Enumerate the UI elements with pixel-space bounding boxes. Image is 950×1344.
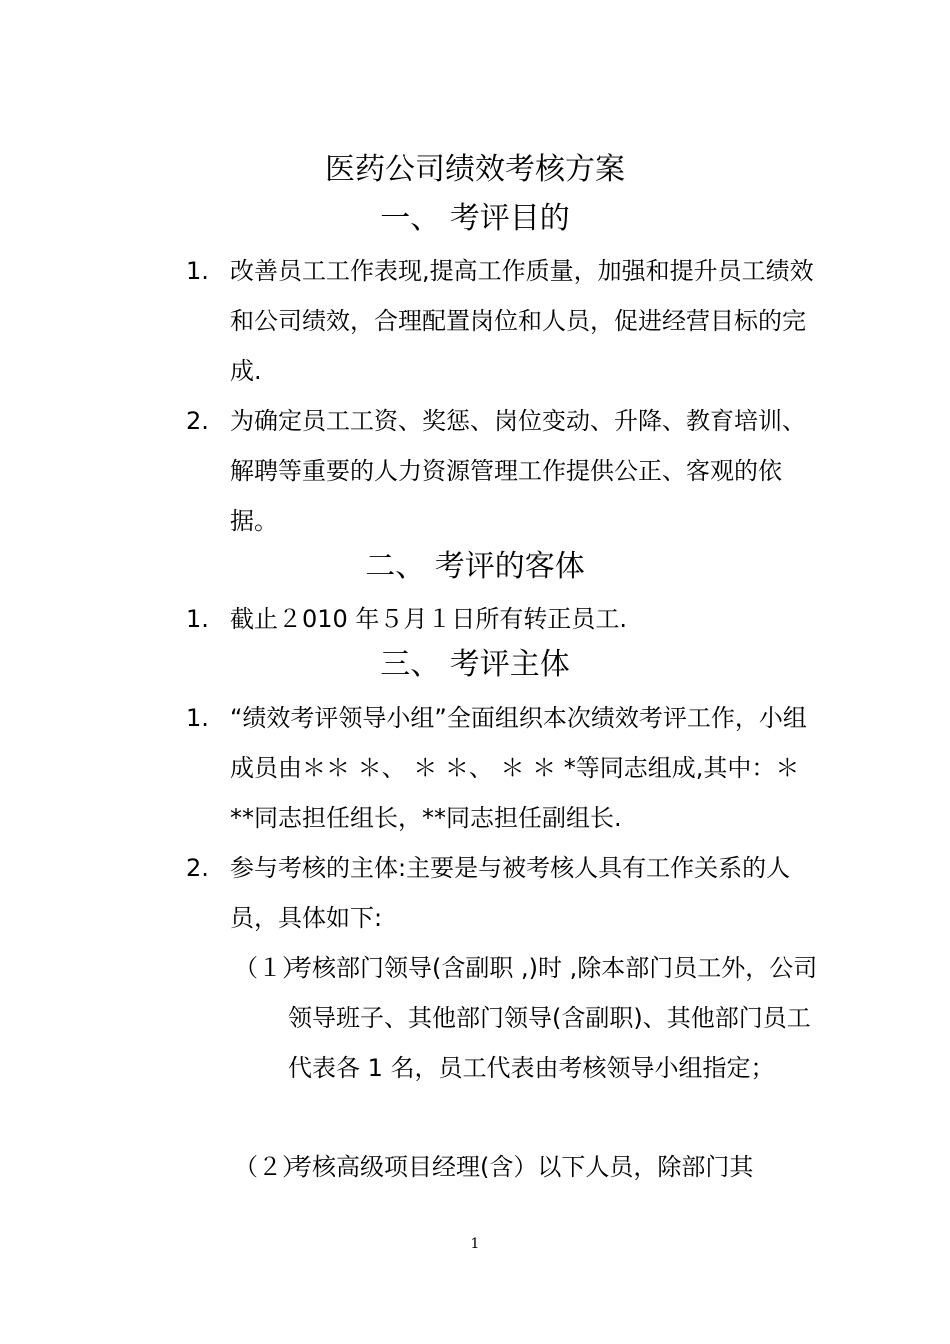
list-item-text: 参与考核的主体:主要是与被考核人具有工作关系的人员，具体如下: [230, 854, 791, 932]
section-heading: 一、 考评目的 [380, 201, 570, 236]
list-item-text: “绩效考评领导小组”全面组织本次绩效考评工作，小组成员由＊＊ ＊、 ＊ ＊、 ＊ ＊ *等同志组成,其中：＊**同志担任组长，**同志担任副组长. [230, 704, 807, 832]
list-item [186, 693, 826, 843]
list-item-text: 改善员工工作表现,提高工作质量，加强和提升员工绩效和公司绩效，合理配置岗位和人员，促进经营目标的完成. [230, 257, 814, 385]
list-item-text: 截止２010 年５月１日所有转正员工. [230, 605, 628, 633]
sub-list-item-text: 考核高级项目经理(含）以下人员，除部门其 [288, 1153, 754, 1181]
sub-list-item-number: （１） [234, 954, 306, 982]
sub-list-item [234, 1142, 824, 1192]
list-item-number: 1. [186, 704, 209, 732]
list-item [186, 843, 826, 943]
section-heading: 三、 考评主体 [380, 647, 570, 682]
sub-list-item-number: （２） [234, 1153, 306, 1181]
list-item-number: 2. [186, 854, 209, 882]
list-item-number: 1. [186, 257, 209, 285]
sub-list-item [234, 943, 824, 1093]
list-item-number: 1. [186, 605, 209, 633]
section-heading: 二、 考评的客体 [365, 549, 585, 584]
list-item [186, 396, 826, 546]
document-title: 医药公司绩效考核方案 [325, 152, 625, 187]
list-item [186, 246, 826, 396]
list-item [186, 594, 826, 644]
page-number: 1 [470, 1236, 480, 1252]
sub-list-item-text: 考核部门领导(含副职 ,)时 ,除本部门员工外，公司领导班子、其他部门领导(含副职)、其他部门员工代表各 1 名，员工代表由考核领导小组指定； [288, 954, 818, 1082]
list-item-text: 为确定员工工资、奖惩、岗位变动、升降、教育培训、解聘等重要的人力资源管理工作提供公正、客观的依据。 [230, 407, 806, 535]
list-item-number: 2. [186, 407, 209, 435]
